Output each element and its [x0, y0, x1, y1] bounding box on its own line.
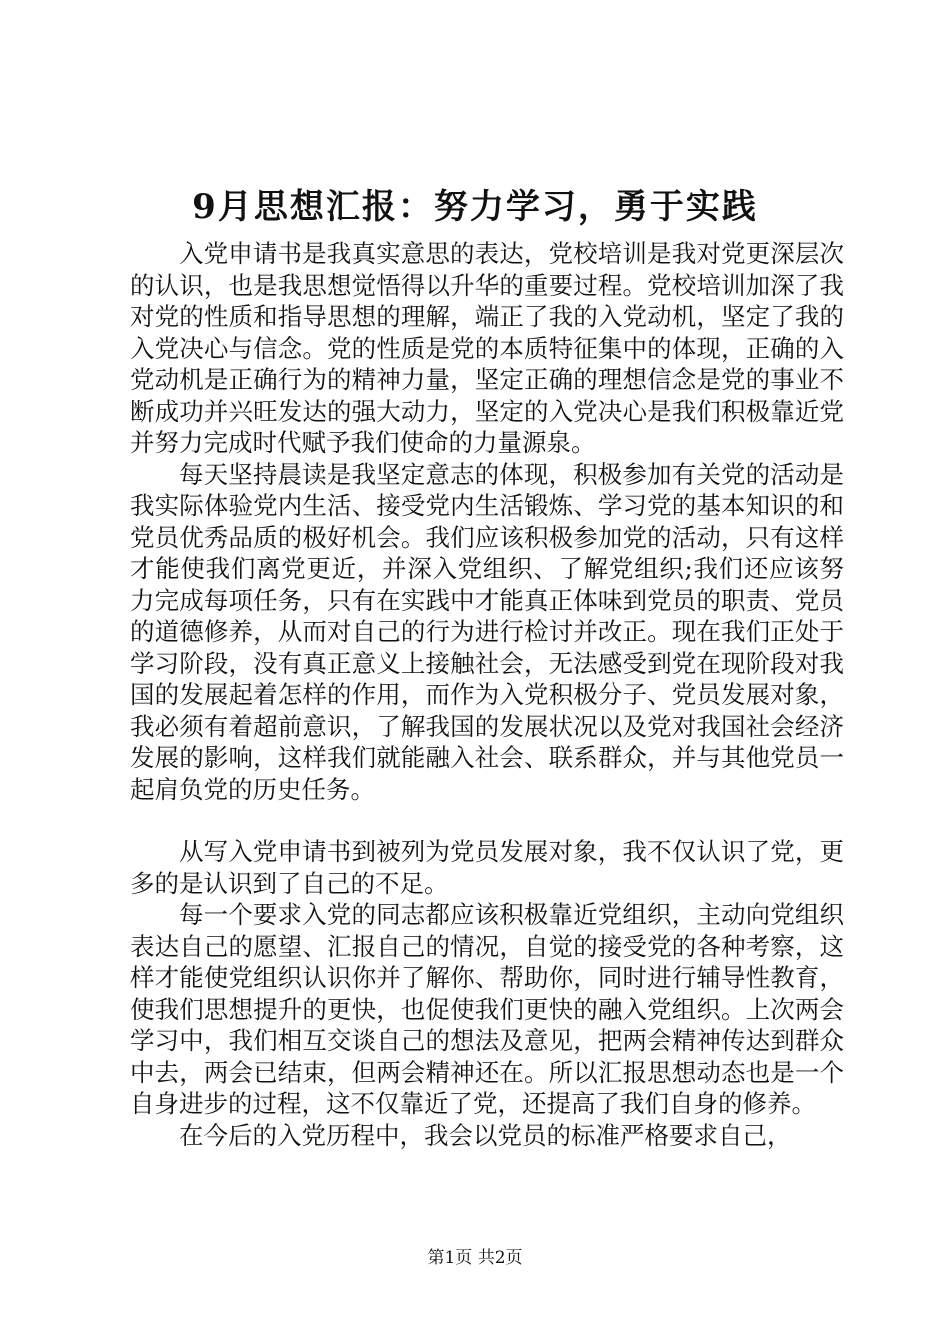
page-number-footer: 第1页 共2页	[427, 1248, 523, 1268]
document-title: 9月思想汇报：努力学习，勇于实践	[192, 187, 758, 227]
paragraph-2: 每天坚持晨读是我坚定意志的体现，积极参加有关党的活动是我实际体验党内生活、接受党内生活锻炼、学习党的基本知识的和党员优秀品质的极好机会。我们应该积极参加党的活动，只有这样才能使我们离党更近，并深入党组织、了解党组织;我们还应该努力完成每项任务，只有在实践中才能真正体味到党员的职责、党员的道德修养，从而对自己的行为进行检讨并改正。现在我们正处于学习阶段，没有真正意义上接触社会，无法感受到党在现阶段对我国的发展起着怎样的作用，而作为入党积极分子、党员发展对象，我必须有着超前意识，了解我国的发展状况以及党对我国社会经济发展的影响，这样我们就能融入社会、联系群众，并与其他党员一起肩负党的历史任务。	[130, 459, 844, 804]
paragraph-3: 从写入党申请书到被列为党员发展对象，我不仅认识了党，更多的是认识到了自己的不足。	[130, 837, 844, 898]
paragraph-1: 入党申请书是我真实意思的表达，党校培训是我对党更深层次的认识，也是我思想觉悟得以升华的重要过程。党校培训加深了我对党的性质和指导思想的理解，端正了我的入党动机，坚定了我的入党决心与信念。党的性质是党的本质特征集中的体现，正确的入党动机是正确行为的精神力量，坚定正确的理想信念是党的事业不断成功并兴旺发达的强大动力，坚定的入党决心是我们积极靠近党并努力完成时代赋予我们使命的力量源泉。	[130, 239, 844, 457]
paragraph-5: 在今后的入党历程中，我会以党员的标准严格要求自己，	[179, 1120, 792, 1150]
document-body	[130, 238, 844, 1151]
paragraph-4: 每一个要求入党的同志都应该积极靠近党组织，主动向党组织表达自己的愿望、汇报自己的情况，自觉的接受党的各种考察，这样才能使党组织认识你并了解你、帮助你，同时进行辅导性教育，使我们思想提升的更快，也促使我们更快的融入党组织。上次两会学习中，我们相互交谈自己的想法及意见，把两会精神传达到群众中去，两会已结束，但两会精神还在。所以汇报思想动态也是一个自身进步的过程，这不仅靠近了党，还提高了我们自身的修养。	[130, 900, 844, 1118]
